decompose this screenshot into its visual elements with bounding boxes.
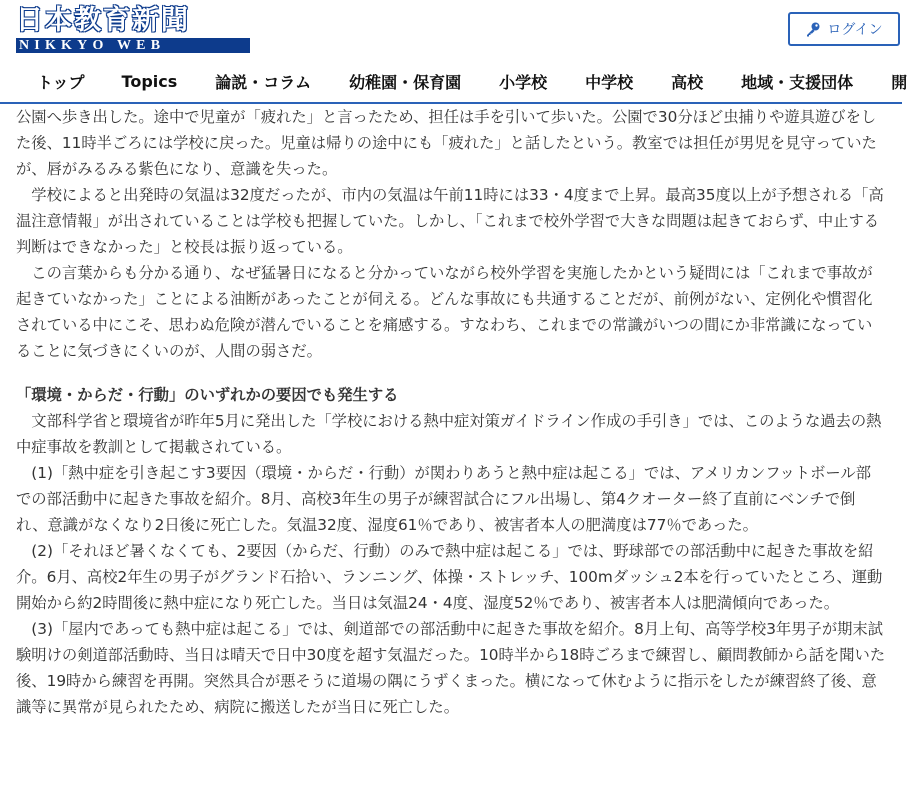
paragraph-gap bbox=[16, 364, 886, 382]
logo-subtitle: NIKKYO WEB bbox=[16, 38, 250, 53]
nav-item-junior-high-school[interactable]: 中学校 bbox=[585, 72, 634, 92]
login-button[interactable] bbox=[788, 12, 900, 46]
key-icon bbox=[805, 21, 821, 37]
site-logo[interactable] bbox=[16, 6, 252, 54]
nav-item-high-school[interactable]: 高校 bbox=[671, 72, 704, 92]
article-body bbox=[16, 104, 886, 800]
article-paragraph: (2)「それほど暑くなくても、2要因（からだ、行動）のみで熱中症は起こる」では、野球部での部活動中に起きた事故を紹介。6月、高校2年生の男子がグランド石拾い、ランニング、体操・ストレッチ、100mダッシュ2本を行っていたところ、運動開始から約2時間後に熱中症になり死亡した。当日は気温24・4度、湿度52％であり、被害者本人は肥満傾向であった。 bbox=[16, 542, 883, 612]
article-paragraph: 学校によると出発時の気温は32度だったが、市内の気温は午前11時には33・4度まで上昇。最高35度以上が予想される「高温注意情報」が出されていることは学校も把握していた。しかし、「これまで校外学習で大きな問題は起きておらず、中止する判断はできなかった」と校長は振り返っている。 bbox=[16, 186, 884, 256]
nav-item-editorial-column[interactable]: 論説・コラム bbox=[215, 72, 312, 92]
article-paragraph: 文部科学省と環境省が昨年5月に発出した「学校における熱中症対策ガイドライン作成の手引き」では、このような過去の熱中症事故を教訓として掲載されている。 bbox=[16, 412, 882, 456]
article-paragraph: この言葉からも分かる通り、なぜ猛暑日になると分かっていながら校外学習を実施したかという疑問には「これまで事故が起きていなかった」ことによる油断があったことが伺える。どんな事故にも共通することだが、前例がない、定例化や慣習化されている中にこそ、思わぬ危険が潜んでいることを痛感する。すなわち、これまでの常識がいつの間にか非常識になっていることに気づきにくいのが、人間の弱さだ。 bbox=[16, 264, 873, 360]
login-label: ログイン bbox=[827, 21, 883, 37]
nav-item-topics[interactable]: Topics bbox=[121, 71, 178, 91]
article-paragraph: (1)「熱中症を引き起こす3要因（環境・からだ・行動）が関わりあうと熱中症は起こる」では、アメリカンフットボール部での部活動中に起きた事故を紹介。8月、高校3年生の男子が練習試合にフル出場し、第4クオーター終了直前にベンチで倒れ、意識がなくなり2日後に死亡した。気温32度、湿度61％であり、被害者本人の肥満度は77％であった。 bbox=[16, 464, 871, 534]
nav-item-kindergarten-nursery[interactable]: 幼稚園・保育園 bbox=[349, 72, 462, 92]
article-content bbox=[16, 104, 886, 720]
nav-item-elementary-school[interactable]: 小学校 bbox=[499, 72, 548, 92]
article-subheading: 「環境・からだ・行動」のいずれかの要因でも発生する bbox=[16, 386, 399, 404]
global-nav bbox=[0, 60, 907, 104]
nav-item-top[interactable]: トップ bbox=[37, 72, 85, 92]
nav-item-community-support[interactable]: 地域・支援団体 bbox=[741, 72, 854, 92]
nav-list bbox=[0, 60, 907, 102]
logo-title: 日本教育新聞 bbox=[16, 5, 190, 36]
article-paragraph: 公園へ歩き出した。途中で児童が「疲れた」と言ったため、担任は手を引いて歩いた。公園で30分ほど虫捕りや遊具遊びをした後、11時半ごろには学校に戻った。児童は帰りの途中にも「疲れた」と話したという。教室では担任が男児を見守っていたが、唇がみるみる紫色になり、意識を失った。 bbox=[16, 108, 877, 178]
site-header bbox=[0, 0, 907, 104]
nav-item-more[interactable]: 開 bbox=[891, 72, 907, 92]
article-paragraph: (3)「屋内であっても熱中症は起こる」では、剣道部での部活動中に起きた事故を紹介。8月上旬、高等学校3年男子が期末試験明けの剣道部活動時、当日は晴天で日中30度を超す気温だった。10時半から18時ごろまで練習し、顧問教師から話を聞いた後、19時から練習を再開。突然具合が悪そうに道場の隅にうずくまった。横になって休むように指示をしたが練習終了後、意識等に異常が見られたため、病院に搬送したが当日に死亡した。 bbox=[16, 620, 886, 716]
